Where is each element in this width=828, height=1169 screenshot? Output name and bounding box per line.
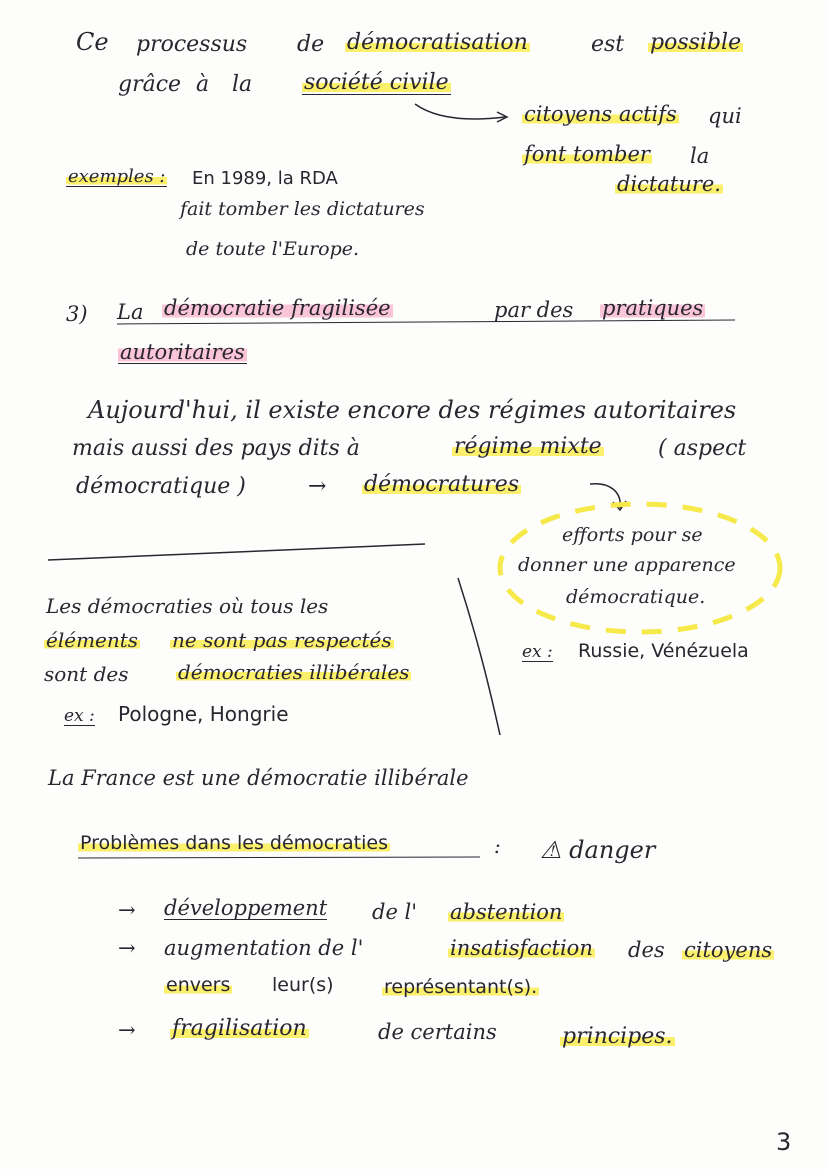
highlight-regime-mixte: régime mixte	[454, 434, 602, 459]
text-des: des	[628, 938, 665, 962]
text-ex-label: ex :	[522, 642, 553, 662]
text-fait-tomber: fait tomber les dictatures	[180, 198, 425, 220]
text-pologne-hongrie: Pologne, Hongrie	[118, 702, 289, 726]
list-arrow-icon: →	[118, 1018, 136, 1042]
text-la-2: la	[690, 144, 710, 168]
highlight-elements: éléments	[46, 628, 139, 652]
text-mais-aussi: mais aussi des pays dits à	[72, 436, 360, 461]
list-arrow-icon: →	[118, 898, 136, 922]
highlight-representants: représentant(s).	[384, 976, 538, 998]
text-democratique-2: démocratique.	[566, 586, 706, 608]
highlight-problemes: Problèmes dans les démocraties	[80, 832, 388, 854]
highlight-democratie-fragilisee: démocratie fragilisée	[164, 296, 391, 320]
arrow-icon: →	[308, 474, 327, 499]
text-aspect: ( aspect	[658, 436, 747, 461]
text-france: La France est une démocratie illibérale	[48, 766, 469, 790]
text-de-l: de l'	[372, 900, 418, 924]
text-ce: Ce	[76, 28, 109, 56]
text-democratique: démocratique )	[76, 474, 246, 499]
highlight-principes: principes.	[562, 1024, 673, 1049]
text-qui: qui	[708, 104, 742, 128]
text-developpement: développement	[164, 896, 328, 920]
text-la: la	[232, 72, 253, 97]
highlight-font-tomber: font tomber	[524, 142, 650, 166]
section-number: 3)	[66, 302, 88, 326]
text-la-3: La	[117, 300, 144, 324]
text-de: de	[297, 32, 325, 57]
text-augmentation: augmentation de l'	[164, 936, 364, 960]
text-efforts: efforts pour se	[562, 524, 703, 546]
text-aujourdhui: Aujourd'hui, il existe encore des régimes autoritaires	[88, 396, 737, 424]
text-par-des: par des	[494, 298, 574, 322]
highlight-exemples: exemples :	[68, 166, 166, 187]
warning-danger: ⚠ danger	[540, 836, 656, 864]
highlight-abstention: abstention	[450, 900, 563, 924]
text-leurs: leur(s)	[272, 974, 334, 996]
text-ex-label-2: ex :	[64, 706, 95, 726]
highlight-citoyens: citoyens	[684, 938, 773, 962]
text-est: est	[591, 32, 625, 57]
highlight-possible: possible	[650, 30, 742, 55]
list-arrow-icon: →	[118, 936, 136, 960]
highlight-societe-civile: société civile	[304, 70, 449, 95]
highlight-citoyens-actifs: citoyens actifs	[524, 102, 677, 126]
highlight-democratures: démocratures	[364, 472, 519, 497]
text-sont-des: sont des	[44, 662, 129, 686]
highlight-democraties-illiberales: démocraties illibérales	[178, 660, 410, 684]
page-number: 3	[776, 1128, 792, 1156]
text-donner: donner une apparence	[518, 554, 736, 576]
highlight-insatisfaction: insatisfaction	[450, 936, 593, 960]
text-colon: :	[494, 834, 501, 858]
highlight-pratiques: pratiques	[602, 296, 704, 320]
text-processus: processus	[136, 32, 248, 57]
highlight-fragilisation: fragilisation	[172, 1016, 307, 1041]
text-de-toute-europe: de toute l'Europe.	[186, 238, 360, 260]
highlight-dictature: dictature.	[617, 172, 721, 196]
highlight-envers: envers	[166, 974, 231, 996]
text-a: à	[196, 72, 210, 97]
text-russie-venezuela: Russie, Vénézuela	[578, 640, 749, 662]
highlight-ne-sont-pas-respectes: ne sont pas respectés	[172, 628, 392, 652]
text-les-democraties: Les démocraties où tous les	[46, 594, 329, 618]
highlight-autoritaires: autoritaires	[120, 340, 245, 364]
text-en-1989: En 1989, la RDA	[192, 168, 338, 189]
text-grace: grâce	[118, 72, 182, 97]
text-de-certains: de certains	[378, 1020, 497, 1044]
highlight-democratisation: démocratisation	[347, 30, 528, 55]
